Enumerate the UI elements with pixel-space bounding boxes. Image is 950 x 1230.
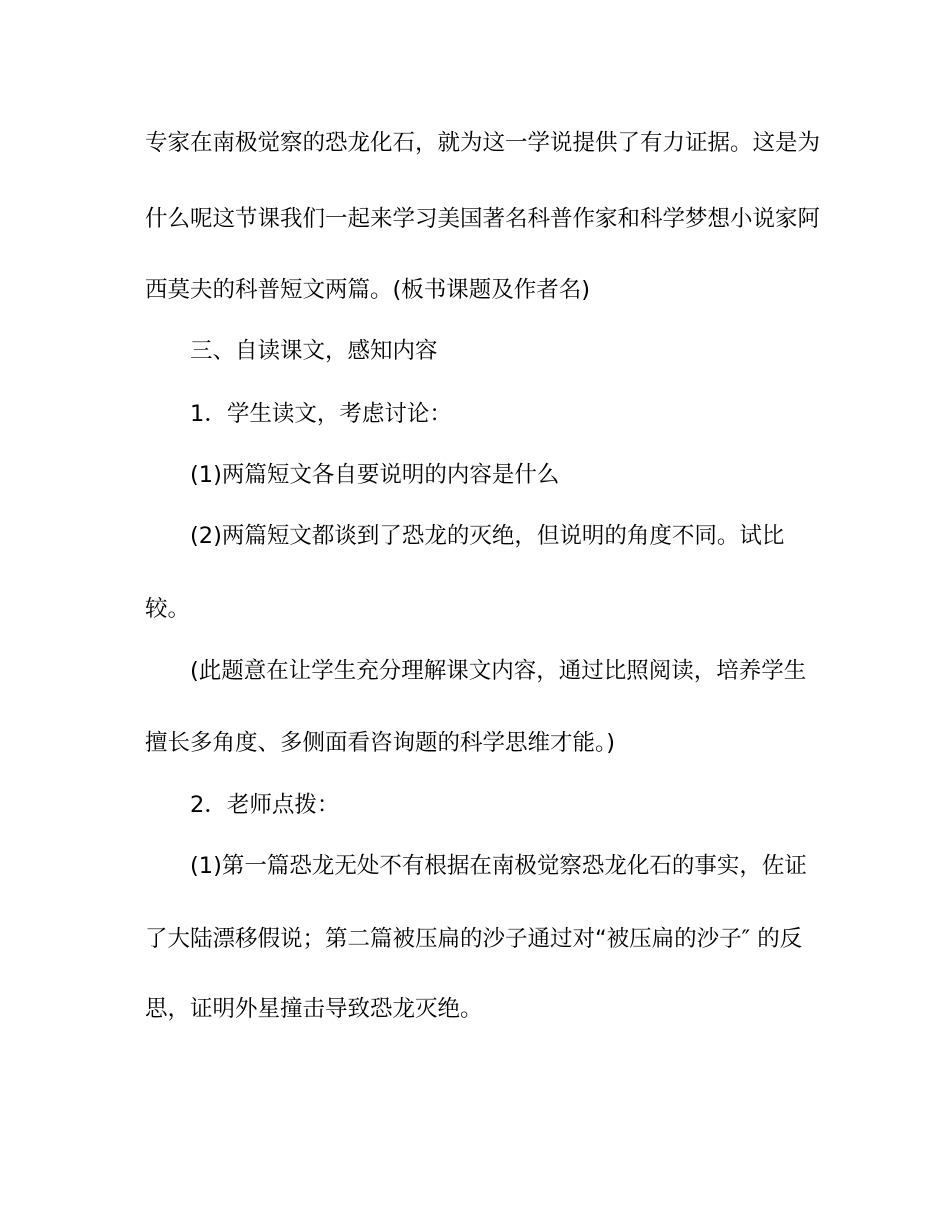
list-item: 1．学生读文，考虑讨论：: [190, 401, 452, 427]
paragraph-line: 专家在南极觉察的恐龙化石，就为这一学说提供了有力证据。这是为: [145, 130, 821, 156]
paragraph-line: 西莫夫的科普短文两篇。(板书课题及作者名): [145, 277, 591, 303]
note-paragraph: (此题意在让学生充分理解课文内容，通过比照阅读，培养学生: [190, 658, 807, 684]
question-item: (2)两篇短文都谈到了恐龙的灭绝，但说明的角度不同。试比: [190, 523, 785, 549]
paragraph-line: 了大陆漂移假说；第二篇被压扁的沙子通过对“被压扁的沙子″ 的反: [145, 926, 803, 952]
list-item: 2．老师点拨：: [190, 792, 340, 818]
answer-item: (1)第一篇恐龙无处不有根据在南极觉察恐龙化石的事实，佐证: [190, 853, 807, 879]
section-heading: 三、自读课文，感知内容: [190, 338, 438, 364]
question-item: (1)两篇短文各自要说明的内容是什么: [190, 462, 560, 488]
paragraph-line: 较。: [145, 596, 191, 622]
paragraph-line: 思，证明外星撞击导致恐龙灭绝。: [145, 996, 483, 1022]
paragraph-line: 擅长多角度、多侧面看咨询题的科学思维才能。): [145, 730, 616, 756]
paragraph-line: 什么呢这节课我们一起来学习美国著名科普作家和科学梦想小说家阿: [145, 206, 821, 232]
